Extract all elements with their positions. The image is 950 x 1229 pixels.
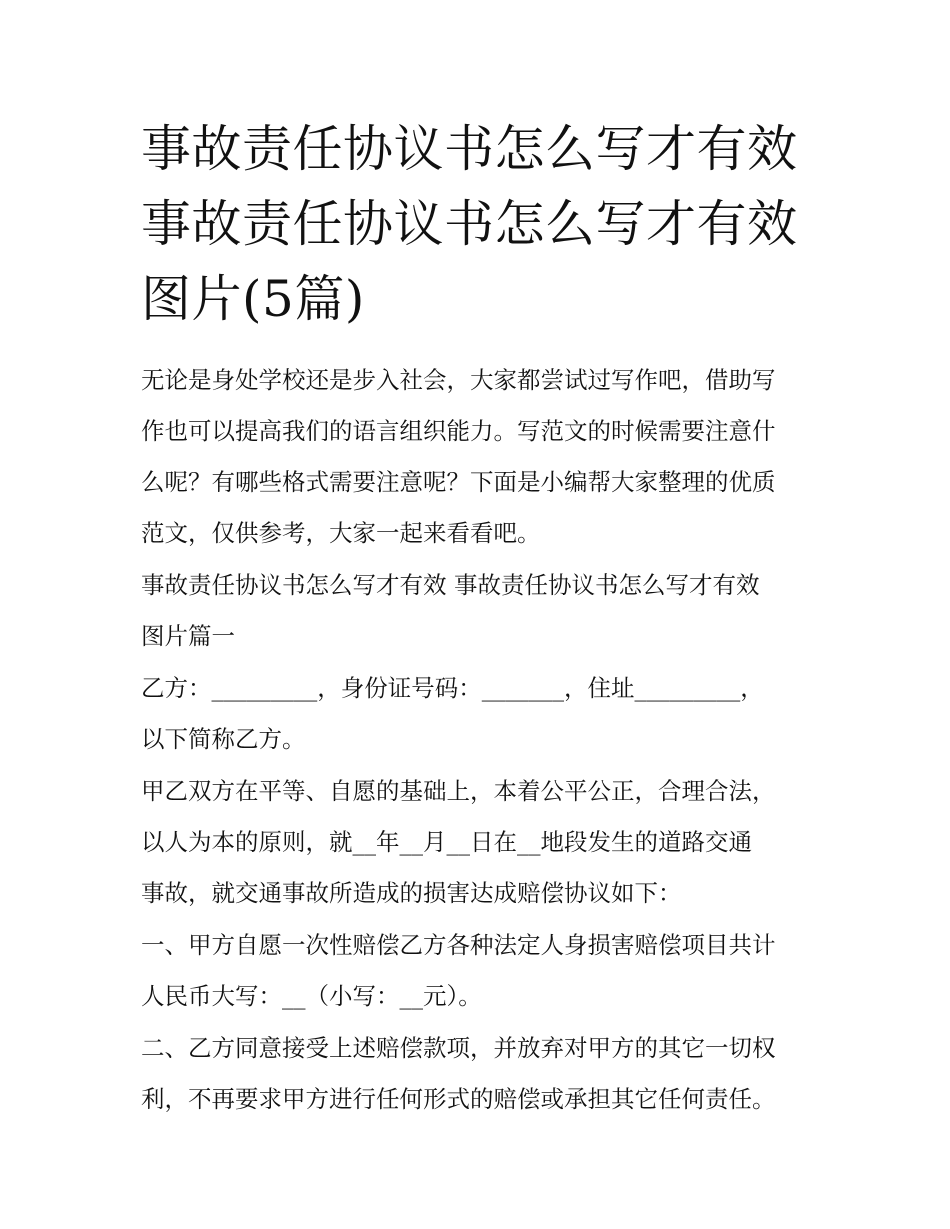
text-line: 一、甲方自愿一次性赔偿乙方各种法定人身损害赔偿项目共计 [141,931,776,959]
document-title [141,112,841,337]
agreement-basis-paragraph [141,766,816,919]
text-line: 么呢？有哪些格式需要注意呢？下面是小编帮大家整理的优质 [141,468,776,496]
text-line: 事故，就交通事故所造成的损害达成赔偿协议如下： [141,879,682,907]
text-line: 人民币大写：__（小写：__元）。 [141,982,482,1010]
title-line-2: 事故责任协议书怎么写才有效 [141,195,798,253]
clause-two-paragraph [141,1023,816,1125]
text-line: 作也可以提高我们的语言组织能力。写范文的时候需要注意什 [141,417,776,445]
intro-paragraph [141,355,816,559]
title-line-3: 图片(5篇) [141,270,365,328]
text-line: 二、乙方同意接受上述赔偿款项，并放弃对甲方的其它一切权 [141,1034,776,1062]
text-line: 以人为本的原则，就__年__月__日在__地段发生的道路交通 [141,828,752,856]
clause-one-paragraph [141,920,816,1022]
text-line: 图片篇一 [141,622,235,650]
text-line: 无论是身处学校还是步入社会，大家都尝试过写作吧，借助写 [141,366,776,394]
section-heading [141,560,816,662]
text-line: 甲乙双方在平等、自愿的基础上，本着公平公正，合理合法， [141,777,776,805]
party-b-paragraph [141,663,816,765]
text-line: 乙方：_________，身份证号码：_______，住址_________， [141,674,764,702]
text-line: 事故责任协议书怎么写才有效 事故责任协议书怎么写才有效 [141,571,760,599]
text-line: 利，不再要求甲方进行任何形式的赔偿或承担其它任何责任。 [141,1085,776,1113]
text-line: 以下简称乙方。 [141,725,306,753]
text-line: 范文，仅供参考，大家一起来看看吧。 [141,519,541,547]
document-body [141,355,816,1126]
title-line-1: 事故责任协议书怎么写才有效 [141,120,798,178]
